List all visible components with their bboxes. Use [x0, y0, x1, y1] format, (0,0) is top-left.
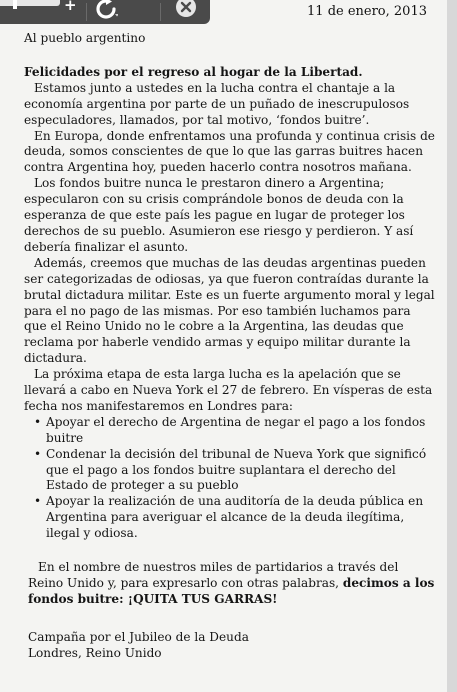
close-icon[interactable] [175, 0, 197, 18]
list-item: • Apoyar la realización de una auditoría de la deuda pública en Argentina para averiguar el alcance de la deuda ilegítima, ilegal y odiosa. [34, 494, 436, 542]
zoom-slider[interactable] [0, 0, 60, 6]
toolbar-divider [160, 3, 161, 21]
letter-paragraph: Estamos junto a ustedes en la lucha contra el chantaje a la economía argentina por parte de un puñado de inescrupulosos especuladores, llamados, por tal motivo, ‘fondos buitre’. [24, 80, 410, 127]
viewer-toolbar [0, 0, 210, 24]
letter-paragraph: Además, creemos que muchas de las deudas argentinas pueden ser categorizadas de odiosas, ya que fueron contraídas durante la brutal dictadura militar. Este es un fuerte argumento moral y legal para el no pago de las mismas. Por eso también luchamos para que el Reino Unido no le cobre a la Argentina, las deudas que reclama por haberle vendido armas y equipo militar durante la dictadura. [24, 255, 435, 366]
letter-paragraph: Los fondos buitre nunca le prestaron dinero a Argentina; especularon con su crisis comprándole bonos de deuda con la esperanza de que este país les pague en lugar de proteger los derechos de su pueblo. Asumieron ese riesgo y perdieron. Y así debería finalizar el asunto. [24, 176, 414, 254]
list-item: • Apoyar el derecho de Argentina de negar el pago a los fondos buitre [34, 415, 436, 447]
list-item: • Condenar la decisión del tribunal de Nueva York que significó que el pago a los fondos buitre suplantara el derecho del Estado de proteger a su pueblo [34, 447, 436, 495]
page-edge [447, 0, 457, 692]
letter-closing [28, 560, 436, 608]
zoom-in-icon[interactable]: + [64, 0, 77, 14]
zoom-slider-handle[interactable] [13, 0, 17, 9]
signature-organization: Campaña por el Jubileo de la Deuda [28, 629, 249, 644]
toolbar-divider [86, 3, 87, 21]
letter-paragraph: En Europa, donde enfrentamos una profunda y continua crisis de deuda, somos conscientes de que lo que las garras buitres hacen contra Argentina hoy, pueden hacerlo contra nosotros mañana. [24, 128, 435, 175]
demands-list [24, 415, 436, 542]
letter-paragraph: La próxima etapa de esta larga lucha es la apelación que se llevará a cabo en Nueva York el 27 de febrero. En vísperas de esta fecha nos manifestaremos en Londres para: [24, 367, 433, 413]
letter-date: 11 de enero, 2013 [307, 4, 427, 19]
closing-slogan: decimos a los fondos buitre: ¡QUITA TUS GARRAS! [28, 576, 435, 606]
letter-greeting: Al pueblo argentino [24, 31, 146, 45]
closing-text: En el nombre de nuestros miles de partidarios a través del Reino Unido y, para expresarlo con otras palabras, [28, 560, 399, 590]
letter-signature [28, 630, 436, 662]
refresh-icon[interactable] [94, 0, 118, 21]
signature-location: Londres, Reino Unido [28, 645, 162, 660]
letter-body [24, 31, 436, 662]
letter-headline: Felicidades por el regreso al hogar de la Libertad. [24, 64, 363, 79]
